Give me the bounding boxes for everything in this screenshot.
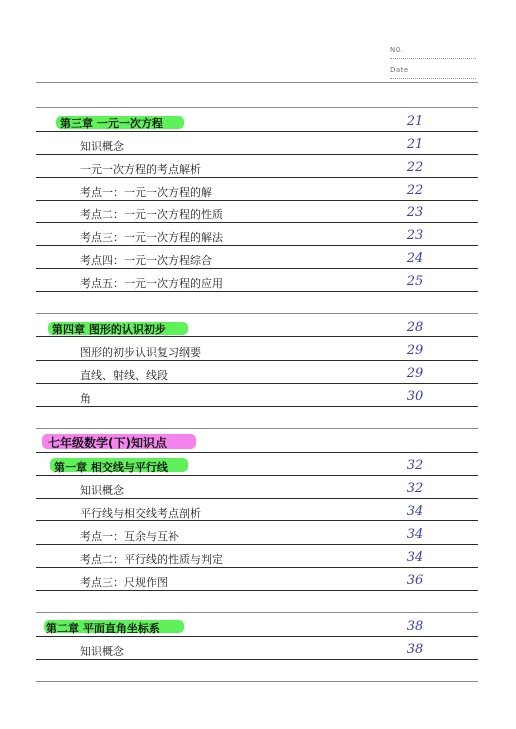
page-number: 23 [406,205,424,220]
ruled-line [36,222,478,223]
part-title: 七年级数学(下)知识点 [48,436,167,450]
ruled-line [36,154,478,155]
ruled-line [36,681,478,682]
ruled-line [36,659,478,660]
toc-entry: 考点一：互余与互补 [80,530,179,543]
page-number: 30 [406,389,424,404]
toc-entry: 平行线与相交线考点剖析 [80,507,201,520]
page-number: 38 [406,619,424,634]
ruled-line [36,475,478,476]
page-number: 22 [406,183,424,198]
ruled-line [36,107,478,108]
number-label: N0. [390,46,404,54]
ruled-line [36,82,478,83]
ruled-line [36,360,478,361]
toc-entry: 考点二：平行线的性质与判定 [80,553,223,566]
page-number: 25 [406,274,424,289]
ruled-line [36,200,478,201]
page-number: 29 [406,366,424,381]
ruled-line [36,406,478,407]
date-label: Date [390,66,409,74]
ruled-line [36,268,478,269]
ruled-line [36,636,478,637]
toc-entry: 考点二：一元一次方程的性质 [80,208,223,221]
page-number: 23 [406,228,424,243]
date-line [390,78,476,79]
ruled-line [36,177,478,178]
page-number: 21 [406,114,424,129]
toc-entry: 知识概念 [80,645,124,658]
ruled-line [36,245,478,246]
page-number: 34 [406,550,424,565]
chapter-heading: 第三章 一元一次方程 [60,117,163,130]
number-line [390,58,476,59]
toc-entry: 直线、射线、线段 [80,369,168,382]
page-number: 22 [406,160,424,175]
ruled-line [36,291,478,292]
page-number: 24 [406,251,424,266]
page-number: 36 [406,573,424,588]
toc-entry: 图形的初步认识复习纲要 [80,346,201,359]
toc-entry: 考点五：一元一次方程的应用 [80,277,223,290]
ruled-line [36,131,478,132]
ruled-line [36,498,478,499]
chapter-heading: 第二章 平面直角坐标系 [46,622,160,635]
page-number: 34 [406,527,424,542]
ruled-line [36,383,478,384]
toc-entry: 角 [80,392,91,405]
ruled-line [36,590,478,591]
page-number: 21 [406,137,424,152]
toc-entry: 考点四：一元一次方程综合 [80,254,212,267]
page-number: 32 [406,481,424,496]
page-number: 38 [406,642,424,657]
toc-entry: 知识概念 [80,140,124,153]
chapter-heading: 第四章 图形的认识初步 [52,323,166,336]
toc-entry: 考点三：一元一次方程的解法 [80,231,223,244]
ruled-line [36,544,478,545]
ruled-line [36,428,478,429]
ruled-line [36,567,478,568]
ruled-line [36,612,478,613]
chapter-heading: 第一章 相交线与平行线 [54,461,168,474]
toc-entry: 一元一次方程的考点解析 [80,163,201,176]
page-number: 29 [406,343,424,358]
toc-entry: 考点三：尺规作图 [80,576,168,589]
toc-entry: 知识概念 [80,484,124,497]
page-number: 34 [406,504,424,519]
ruled-line [36,313,478,314]
ruled-line [36,452,478,453]
page-number: 28 [406,320,424,335]
toc-entry: 考点一：一元一次方程的解 [80,186,212,199]
page-number: 32 [406,458,424,473]
